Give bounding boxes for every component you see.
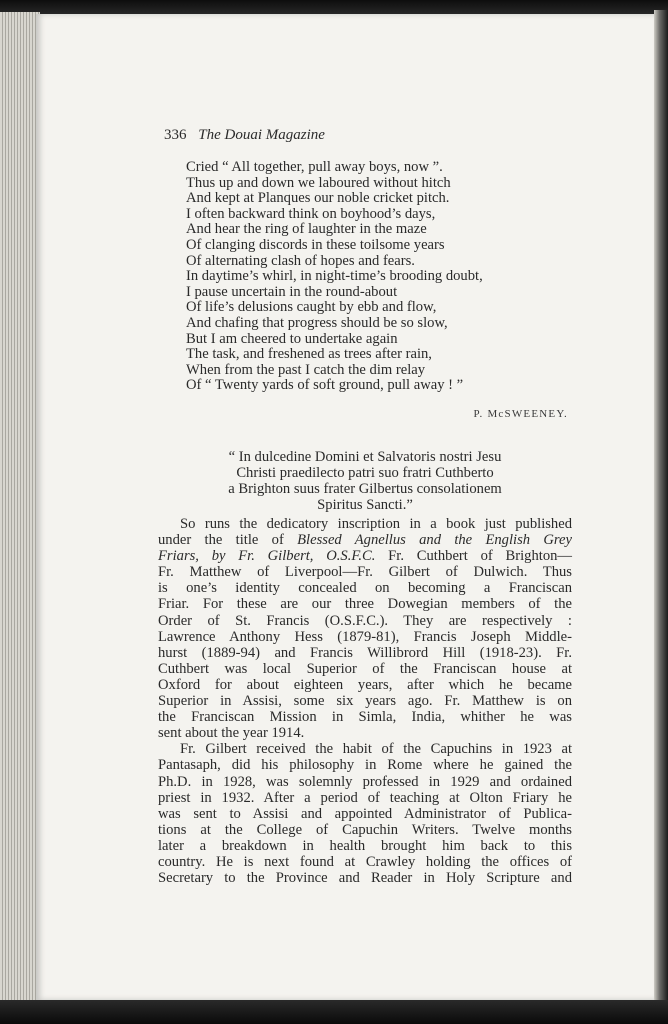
poem-line: And chafing that progress should be so slow, xyxy=(186,314,448,331)
running-title: The Douai Magazine xyxy=(198,127,325,143)
poem-line: But I am cheered to undertake again xyxy=(186,330,398,347)
inscription-line: Christi praedilecto patri suo fratri Cuthberto xyxy=(236,465,494,481)
poem-line: Of life’s delusions caught by ebb and flow, xyxy=(186,299,437,316)
poem-line: Of alternating clash of hopes and fears. xyxy=(186,252,415,269)
book-title: Blessed Agnellus and the English Grey xyxy=(297,532,572,549)
page-stack-edge xyxy=(0,12,40,1002)
poem-line: When from the past I catch the dim relay xyxy=(186,361,426,378)
body-line: Oxford for about eighteen years, after which he became xyxy=(158,676,572,693)
poem-line: In daytime’s whirl, in night-time’s brooding doubt, xyxy=(186,268,483,285)
poem-line: Of clanging discords in these toilsome years xyxy=(186,236,445,253)
body-text-span: under the title of xyxy=(158,532,298,549)
body-line: the Franciscan Mission in Simla, India, whither he was xyxy=(158,709,572,726)
poem-line: Cried “ All together, pull away boys, now ”. xyxy=(186,159,443,175)
body-line: Superior in Assisi, some six years ago. Fr. Matthew is on xyxy=(158,693,572,710)
poem-line: Of “ Twenty yards of soft ground, pull away ! ” xyxy=(186,377,464,394)
body-line xyxy=(158,532,572,548)
dedication-inscription xyxy=(190,449,540,513)
book-bottom-edge xyxy=(0,1000,668,1024)
body-text-span: Fr. Cuthbert of Brighton— xyxy=(375,548,573,565)
body-line xyxy=(158,548,572,564)
poem xyxy=(186,160,566,394)
body-line: Friar. For these are our three Dowegian members of the xyxy=(158,596,572,613)
body-line: Ph.D. in 1928, was solemnly professed in 1929 and ordained xyxy=(158,773,572,790)
body-line: country. He is next found at Crawley holding the offices of xyxy=(158,853,572,870)
body-line: priest in 1932. After a period of teaching at Olton Friary he xyxy=(158,789,572,806)
article-body xyxy=(158,516,572,886)
book-right-edge xyxy=(654,10,668,1004)
poem-line: And kept at Planques our noble cricket pitch. xyxy=(186,190,450,207)
inscription-line: “ In dulcedine Domini et Salvatoris nostri Jesu xyxy=(228,449,502,465)
body-line: was sent to Assisi and appointed Administrator of Publica- xyxy=(158,805,572,822)
body-line: hurst (1889-94) and Francis Willibrord Hill (1918-23). Fr. xyxy=(158,644,572,661)
body-line: Cuthbert was local Superior of the Franciscan house at xyxy=(158,660,572,677)
running-header xyxy=(164,127,584,147)
body-line: tions at the College of Capuchin Writers. Twelve months xyxy=(158,821,572,838)
body-line: So runs the dedicatory inscription in a book just published xyxy=(180,516,572,532)
body-line: later a breakdown in health brought him back to this xyxy=(158,837,572,854)
body-line: sent about the year 1914. xyxy=(158,725,305,742)
body-line: Fr. Matthew of Liverpool—Fr. Gilbert of Dulwich. Thus xyxy=(158,564,572,581)
book-author: Friars, by Fr. Gilbert, O.S.F.C. xyxy=(158,548,376,565)
body-line: Pantasaph, did his philosophy in Rome where he gained the xyxy=(158,757,572,774)
inscription-line: Spiritus Sancti.” xyxy=(317,497,413,513)
poem-line: And hear the ring of laughter in the maze xyxy=(186,221,427,238)
page-number: 336 xyxy=(164,127,187,143)
poem-line: The task, and freshened as trees after rain, xyxy=(186,346,432,363)
poem-line: I pause uncertain in the round-about xyxy=(186,283,398,300)
poem-signature: P. McSWEENEY. xyxy=(473,408,568,420)
inscription-line: a Brighton suus frater Gilbertus consolationem xyxy=(228,481,502,497)
body-line: Secretary to the Province and Reader in Holy Scripture and xyxy=(158,870,572,887)
poem-line: I often backward think on boyhood’s days, xyxy=(186,205,436,222)
body-line: Fr. Gilbert received the habit of the Capuchins in 1923 at xyxy=(180,741,572,758)
body-line: Order of St. Francis (O.S.F.C.). They are respectively : xyxy=(158,612,572,629)
poem-line: Thus up and down we laboured without hitch xyxy=(186,174,451,191)
body-line: is one’s identity concealed on becoming a Franciscan xyxy=(158,580,572,597)
body-line: Lawrence Anthony Hess (1879-81), Francis Joseph Middle- xyxy=(158,628,572,645)
